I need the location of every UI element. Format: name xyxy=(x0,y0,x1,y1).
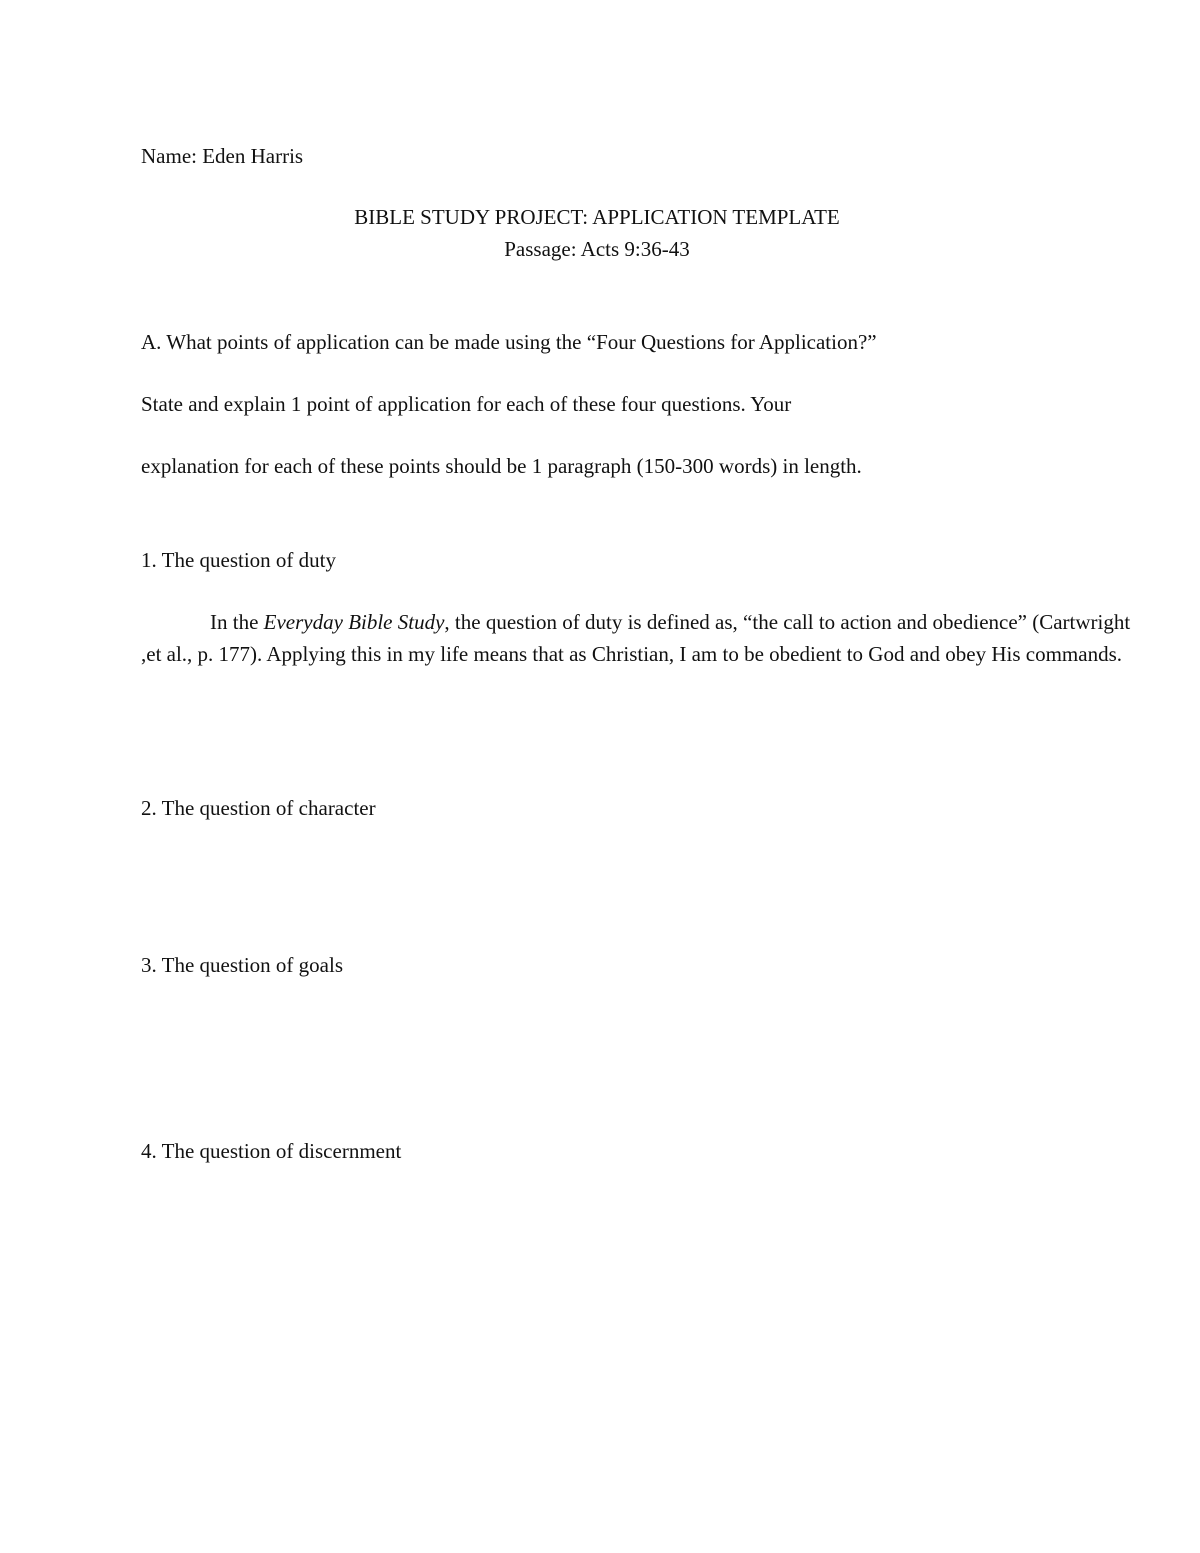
answer-text-pre: In the xyxy=(210,610,264,634)
passage-reference: Passage: Acts 9:36-43 xyxy=(504,237,690,261)
answer-paragraph-duty xyxy=(141,606,1131,670)
document-title: BIBLE STUDY PROJECT: APPLICATION TEMPLATE xyxy=(354,205,840,229)
instruction-line-2: explanation for each of these points should be 1 paragraph (150-300 words) in length. xyxy=(141,454,862,478)
question-heading-character: 2. The question of character xyxy=(141,796,376,820)
section-a-question: A. What points of application can be made using the “Four Questions for Application?” xyxy=(141,330,877,354)
question-heading-goals: 3. The question of goals xyxy=(141,953,344,977)
question-heading-duty: 1. The question of duty xyxy=(141,548,337,572)
answer-text-post: , the question of duty is defined as, “the call to action and obedience” (Cartwright ,et al., p. 177). Applying this in my life means that as Christian, I am to be obedient to God and obey His commands. xyxy=(141,610,1131,666)
question-heading-discernment: 4. The question of discernment xyxy=(141,1139,402,1163)
book-title-italic: Everyday Bible Study xyxy=(263,610,445,634)
student-name: Name: Eden Harris xyxy=(141,144,304,168)
instruction-line-1: State and explain 1 point of application for each of these four questions. Your xyxy=(141,392,792,416)
